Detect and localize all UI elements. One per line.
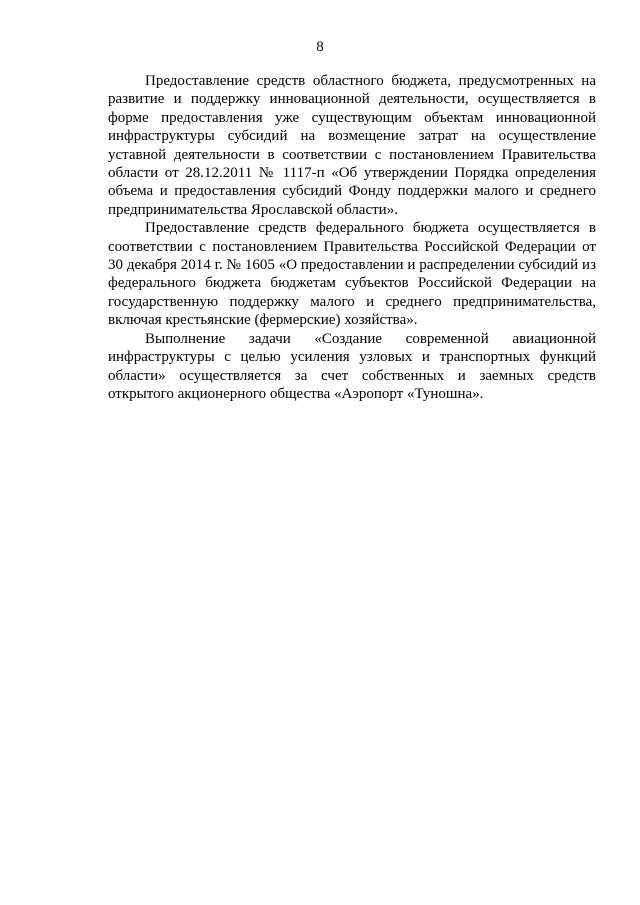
page-number: 8	[316, 39, 324, 55]
document-body	[108, 72, 596, 403]
paragraph-regional-budget: Предоставление средств областного бюджета, предусмотренных на развитие и поддержку инновационной деятельности, осуществляется в форме предоставления уже существующим объектам инновационной инфраструктуры субсидий на возмещение затрат на осуществление уставной деятельности в соответствии с постановлением Правительства области от 28.12.2011 № 1117-п «Об утверждении Порядка определения объема и предоставления субсидий Фонду поддержки малого и среднего предпринимательства Ярославской области».	[108, 73, 596, 218]
paragraph-federal-budget: Предоставление средств федерального бюджета осуществляется в соответствии с постановлением Правительства Российской Федерации от 30 декабря 2014 г. № 1605 «О предоставлении и распределении субсидий из федерального бюджета бюджетам субъектов Российской Федерации на государственную поддержку малого и среднего предпринимательства, включая крестьянские (фермерские) хозяйства».	[108, 220, 596, 329]
paragraph-aviation-infrastructure: Выполнение задачи «Создание современной авиационной инфраструктуры с целью усиления узловых и транспортных функций области» осуществляется за счет собственных и заемных средств открытого акционерного общества «Аэропорт «Туношна».	[108, 330, 596, 402]
